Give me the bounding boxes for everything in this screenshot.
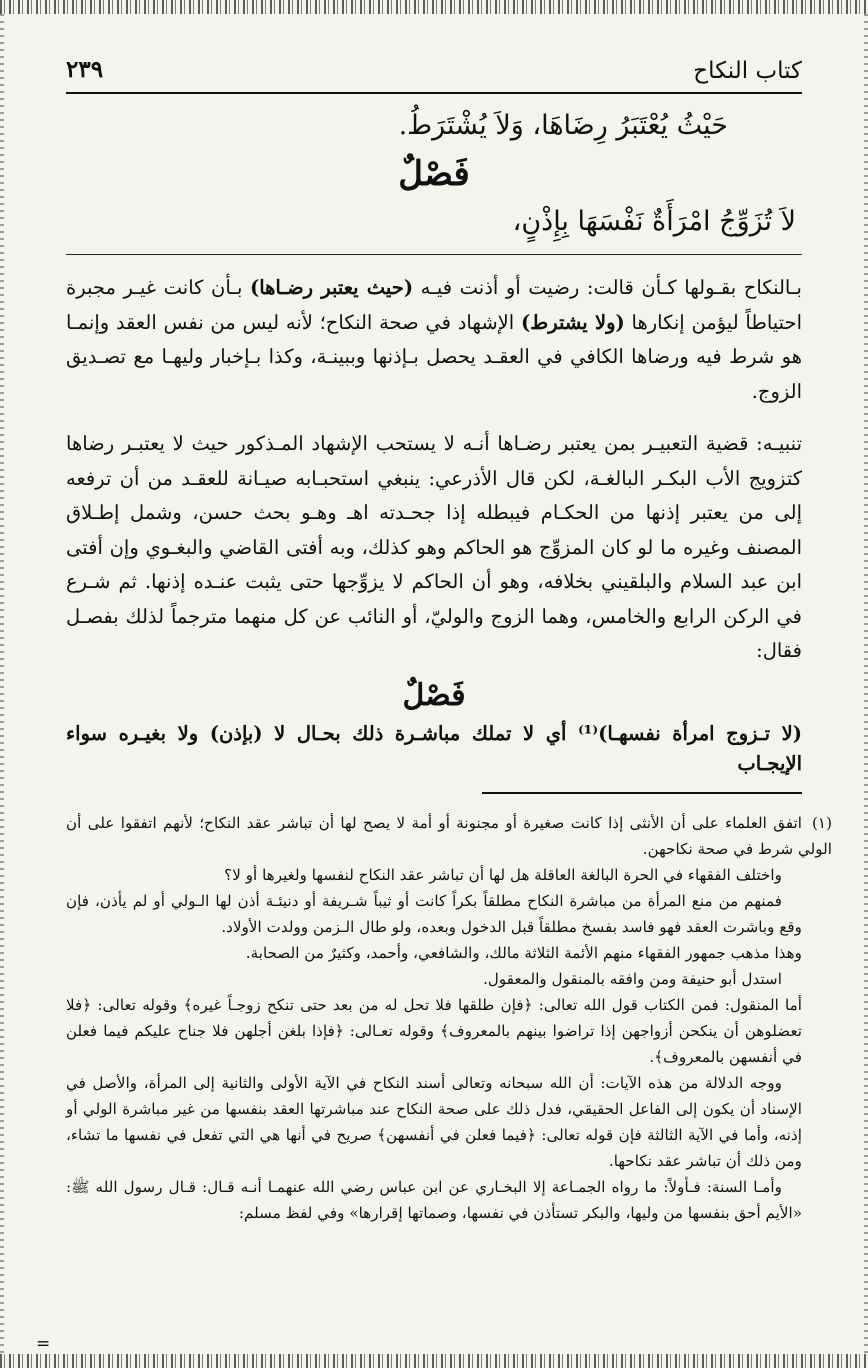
notice-paragraph: تنبيـه: قضية التعبيـر بمن يعتبر رضـاها أنـه لا يستحب الإشهاد المـذكور حيث لا يعتبـر رضاها كتزويج الأب البكـر البالغـة، لكن قال الأذرعي: ينبغي استحبـابه صيـانة للعقـد من أن ترفعه إلى من يعتبر إذنها من الحكـام فيبطله إذا جحـدته اهـ وهـو بحث حسن، وشمل إطـلاق المصنف وغيره ما لو كان المزوِّج هو الحاكم وهو كذلك، وبه أفتى القاضي والبغـوي وإن أفتى ابن عبد السلام والبلقيني بخلافه، وهو أن الحاكم لا يزوِّجها حتى يثبت عنـده إذنها. ثم شـرع في الركن الرابع والخامس، وهما الزوج والوليّ، أو النائب عن كل منهما مترجماً لذلك بفصـل فقال:	[66, 432, 802, 662]
footnote-line: وهذا مذهب جمهور الفقهاء منهم الأئمة الثلاثة مالك، والشافعي، وأحمد، وكثيرٌ من الصحابة.	[245, 944, 802, 962]
footnote-line: أما المنقول: فمن الكتاب قول الله تعالى: ﴿فإن طلقها فلا تحل له من بعد حتى تنكح زوجـاً غيره﴾ وقوله تعالى: ﴿فلا تعضلوهن أن ينكحن أزواجهن إذا تراضوا بينهم بالمعروف﴾ وقوله تعـالى: ﴿فإذا بلغن أجلهن فلا جناح عليكم فيما فعلن في أنفسهن بالمعروف﴾.	[66, 996, 802, 1066]
commentary-text: بـأن كانت غيـر مجبرة احتياطاً ليؤمن إنكارها	[66, 276, 803, 334]
quoted-matn: (حيث يعتبر رضـاها)	[249, 276, 414, 299]
quoted-matn: (ولا يشترط)	[520, 310, 625, 334]
page-header	[66, 54, 802, 94]
commentary-paragraph	[66, 271, 802, 409]
left-border	[0, 14, 4, 1354]
commentary-paragraph: (لا تـزوج امرأة نفسهـا)⁽¹⁾ أي لا تملك مباشـرة ذلك بحـال لا (بإذن) ولا بغيـره سواء الإيجـاب	[66, 721, 802, 775]
section-title: فَصْلٌ	[398, 154, 470, 194]
top-ornamental-border	[0, 0, 868, 14]
footnote-text: اتفق العلماء على أن الأنثى إذا كانت صغيرة أو مجنونة أو أمة لا يصح لها أن تباشر عقد النكاح؛ لأنهم اتفقوا على أن الولي شرط في صحة نكاحهن.	[66, 814, 832, 858]
matn-line: لاَ تُزَوِّجُ امْرَأَةٌ نَفْسَهَا بِإِذْنٍ،	[512, 206, 796, 237]
footnote-line: واختلف الفقهاء في الحرة البالغة العاقلة هل لها أن تباشر عقد النكاح لنفسها ولغيرها أو لا؟	[224, 866, 782, 884]
right-border	[864, 14, 868, 1354]
matn-divider	[66, 254, 802, 255]
section-title: فَصْلٌ	[402, 677, 466, 713]
footnote-line: وأمـا السنة: فـأولاً: ما رواه الجمـاعة إلا البخـاري عن ابن عباس رضي الله عنهمـا أنـه قـال: قـال رسول الله ﷺ: «الأيم أحق بنفسها من وليها، والبكر تستأذن في نفسها، وصماتها إقرارها» وفي لفظ مسلم:	[66, 1178, 802, 1222]
commentary-text: بـالنكاح بقـولها كـأن قالت: رضيت أو أذنت فيـه	[413, 276, 802, 299]
footnote-line: فمنهم من منع المرأة من مباشرة النكاح مطلقاً بكراً كانت أو ثيباً شـريفة أو دنيئـة أذن لها الـولي أو لم يأذن، فإن وقع وباشرت العقد فهو فاسد بفسخ مطلقاً قبل الدخول وبعده، ولو طال الـزمن وولدت الأولاد.	[66, 892, 802, 936]
running-title: كتاب النكاح	[693, 58, 802, 84]
footnotes	[66, 810, 832, 1226]
footnote-line: ووجه الدلالة من هذه الآيات: أن الله سبحانه وتعالى أسند النكاح في الآية الأولى والثانية إلى المرأة، والأصل في الإسناد أن يكون إلى الفاعل الحقيقي، فدل ذلك على صحة النكاح عند مباشرتها العقد بنفسها من غير مباشرة الولي أو إذنه، وأما في الآية الثالثة فإن قوله تعالى: ﴿فيما فعلن في أنفسهن﴾ صريح في أنها هي التي تفعل في نفسها ما تشاء، ومن ذلك أن تباشر عقد نكاحها.	[66, 1074, 802, 1170]
footnote-line: استدل أبو حنيفة ومن وافقه بالمنقول والمعقول.	[483, 970, 782, 988]
commentary-text: الإشهاد في صحة النكاح؛ لأنه ليس من نفس العقد وإنمـا هو شرط فيه ورضاها الكافي في العقـد يحصل بـإذنها وببينـة، وكذا بـإخبار وليهـا مع تصـديق الزوج.	[66, 310, 802, 403]
bottom-ornamental-border	[0, 1354, 868, 1368]
footnote-item	[66, 810, 832, 862]
page-number: ٢٣٩	[66, 56, 104, 83]
main-text	[66, 104, 802, 779]
footnote-marker: (١)	[811, 814, 832, 832]
footnote-rule	[482, 792, 802, 794]
header-rule	[66, 92, 802, 94]
matn-line: حَيْثُ يُعْتَبَرُ رِضَاهَا، وَلاَ يُشْتَرَطُ.	[398, 110, 728, 141]
continuation-mark: =	[36, 1334, 51, 1354]
